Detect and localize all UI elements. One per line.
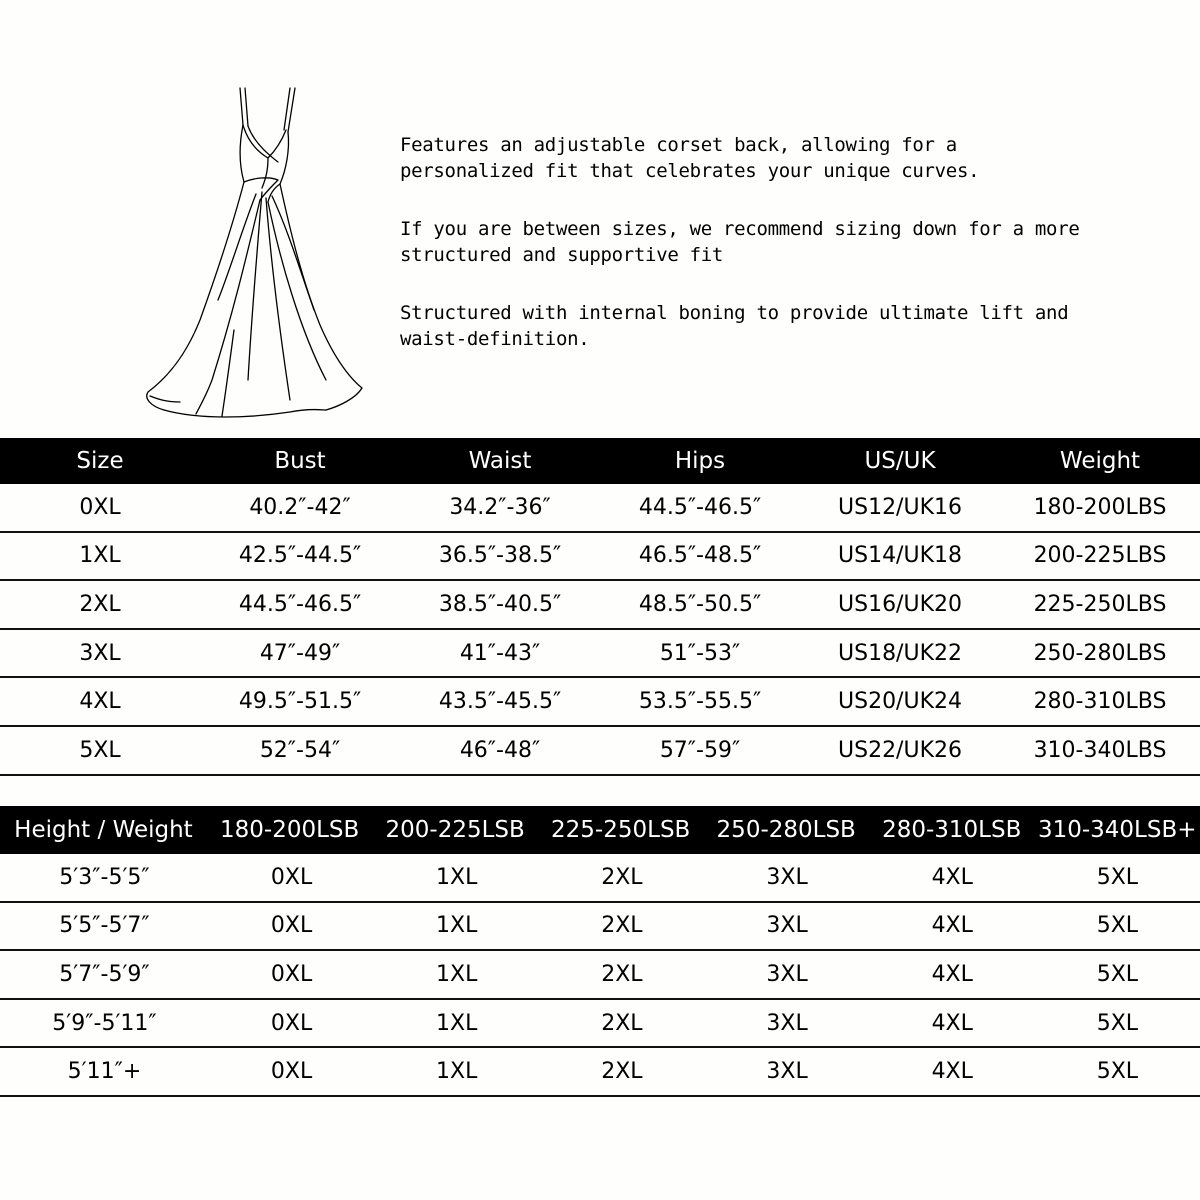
cell-size: 3XL bbox=[79, 640, 121, 666]
cell-size: 4XL bbox=[931, 1010, 973, 1036]
cell-height: 5′7″-5′9″ bbox=[59, 961, 150, 987]
cell-bust: 52″-54″ bbox=[259, 737, 341, 763]
cell-hips: 46.5″-48.5″ bbox=[638, 543, 762, 569]
cell-size: 5XL bbox=[1096, 1010, 1139, 1036]
header-weight-range: 225-250LSB bbox=[551, 817, 691, 843]
cell-bust: 44.5″-46.5″ bbox=[238, 591, 362, 617]
cell-size: 0XL bbox=[270, 913, 313, 939]
cell-size: 4XL bbox=[931, 913, 973, 939]
cell-bust: 49.5″-51.5″ bbox=[238, 689, 362, 715]
table-row bbox=[0, 854, 1200, 903]
cell-size: 2XL bbox=[601, 961, 643, 987]
cell-waist: 41″-43″ bbox=[459, 640, 541, 666]
cell-size: 5XL bbox=[1096, 913, 1139, 939]
header-weight-range: 280-310LSB bbox=[882, 817, 1022, 843]
cell-hips: 51″-53″ bbox=[659, 640, 741, 666]
cell-size: 5XL bbox=[79, 737, 121, 763]
cell-waist: 34.2″-36″ bbox=[449, 494, 551, 520]
note-corset-back: Features an adjustable corset back, allowing for a personalized fit that celebrates your unique curves. bbox=[400, 134, 980, 182]
cell-size: 3XL bbox=[766, 1059, 808, 1085]
cell-waist: 36.5″-38.5″ bbox=[438, 543, 562, 569]
cell-size: 5XL bbox=[1096, 864, 1139, 890]
cell-bust: 47″-49″ bbox=[259, 640, 341, 666]
size-chart-table bbox=[0, 438, 1200, 776]
cell-waist: 46″-48″ bbox=[459, 737, 541, 763]
cell-size: 3XL bbox=[766, 864, 808, 890]
cell-size: 2XL bbox=[601, 1010, 643, 1036]
cell-size: 4XL bbox=[931, 864, 973, 890]
cell-height: 5′9″-5′11″ bbox=[52, 1010, 157, 1036]
cell-weight: 180-200LBS bbox=[1033, 494, 1167, 520]
header-us-uk: US/UK bbox=[864, 448, 936, 474]
height-weight-header bbox=[0, 806, 1200, 854]
cell-waist: 38.5″-40.5″ bbox=[438, 591, 562, 617]
cell-us-uk: US16/UK20 bbox=[838, 591, 962, 617]
cell-size: 1XL bbox=[436, 961, 478, 987]
cell-size: 5XL bbox=[1096, 1059, 1139, 1085]
cell-size: 2XL bbox=[79, 591, 121, 617]
cell-height: 5′3″-5′5″ bbox=[59, 864, 150, 890]
cell-size: 1XL bbox=[436, 864, 478, 890]
table-row bbox=[0, 581, 1200, 630]
cell-size: 1XL bbox=[436, 1010, 478, 1036]
table-row bbox=[0, 951, 1200, 1000]
header-weight-range: 200-225LSB bbox=[385, 817, 525, 843]
cell-size: 0XL bbox=[79, 494, 121, 520]
cell-size: 1XL bbox=[436, 913, 478, 939]
cell-size: 1XL bbox=[436, 1059, 478, 1085]
cell-us-uk: US18/UK22 bbox=[838, 640, 962, 666]
cell-weight: 280-310LBS bbox=[1033, 689, 1167, 715]
header-hips: Hips bbox=[674, 448, 726, 474]
cell-height: 5′5″-5′7″ bbox=[59, 913, 150, 939]
dress-illustration bbox=[130, 80, 370, 425]
cell-size: 2XL bbox=[601, 864, 643, 890]
cell-size: 0XL bbox=[270, 961, 313, 987]
cell-hips: 53.5″-55.5″ bbox=[638, 689, 762, 715]
cell-size: 3XL bbox=[766, 961, 808, 987]
note-sizing-advice: If you are between sizes, we recommend sizing down for a more structured and supportive fit bbox=[400, 218, 1080, 266]
cell-size: 4XL bbox=[931, 961, 973, 987]
cell-weight: 225-250LBS bbox=[1033, 591, 1167, 617]
cell-waist: 43.5″-45.5″ bbox=[438, 689, 562, 715]
header-weight-range: 310-340LSB+ bbox=[1037, 817, 1197, 843]
product-notes bbox=[400, 132, 1080, 384]
height-weight-table bbox=[0, 806, 1200, 1097]
cell-size: 0XL bbox=[270, 1010, 313, 1036]
cell-size: 4XL bbox=[931, 1059, 973, 1085]
cell-weight: 250-280LBS bbox=[1033, 640, 1167, 666]
cell-size: 0XL bbox=[270, 864, 313, 890]
header-bust: Bust bbox=[274, 448, 326, 474]
table-row bbox=[0, 533, 1200, 582]
cell-size: 2XL bbox=[601, 1059, 643, 1085]
table-row bbox=[0, 727, 1200, 776]
cell-bust: 42.5″-44.5″ bbox=[238, 543, 362, 569]
header-waist: Waist bbox=[468, 448, 532, 474]
header-weight-range: 180-200LSB bbox=[220, 817, 360, 843]
cell-us-uk: US12/UK16 bbox=[838, 494, 962, 520]
table-row bbox=[0, 903, 1200, 952]
table-row bbox=[0, 678, 1200, 727]
cell-size: 0XL bbox=[270, 1059, 313, 1085]
cell-hips: 48.5″-50.5″ bbox=[638, 591, 762, 617]
cell-size: 2XL bbox=[601, 913, 643, 939]
cell-size: 3XL bbox=[766, 913, 808, 939]
cell-us-uk: US20/UK24 bbox=[838, 689, 962, 715]
table-row bbox=[0, 1048, 1200, 1097]
table-row bbox=[0, 1000, 1200, 1049]
cell-size: 4XL bbox=[79, 689, 121, 715]
size-chart-header bbox=[0, 438, 1200, 484]
cell-hips: 57″-59″ bbox=[659, 737, 741, 763]
header-weight-range: 250-280LSB bbox=[716, 817, 856, 843]
table-row bbox=[0, 484, 1200, 533]
cell-size: 3XL bbox=[766, 1010, 808, 1036]
cell-size: 1XL bbox=[79, 543, 121, 569]
header-weight: Weight bbox=[1059, 448, 1141, 474]
cell-weight: 310-340LBS bbox=[1033, 737, 1167, 763]
cell-bust: 40.2″-42″ bbox=[249, 494, 351, 520]
table-row bbox=[0, 630, 1200, 679]
header-size: Size bbox=[76, 448, 124, 474]
cell-hips: 44.5″-46.5″ bbox=[638, 494, 762, 520]
cell-us-uk: US14/UK18 bbox=[838, 543, 962, 569]
header-height-weight: Height / Weight bbox=[14, 817, 193, 843]
cell-height: 5′11″+ bbox=[67, 1059, 142, 1085]
cell-weight: 200-225LBS bbox=[1033, 543, 1167, 569]
note-internal-boning: Structured with internal boning to provide ultimate lift and waist-definition. bbox=[400, 302, 1069, 350]
cell-size: 5XL bbox=[1096, 961, 1139, 987]
cell-us-uk: US22/UK26 bbox=[838, 737, 962, 763]
